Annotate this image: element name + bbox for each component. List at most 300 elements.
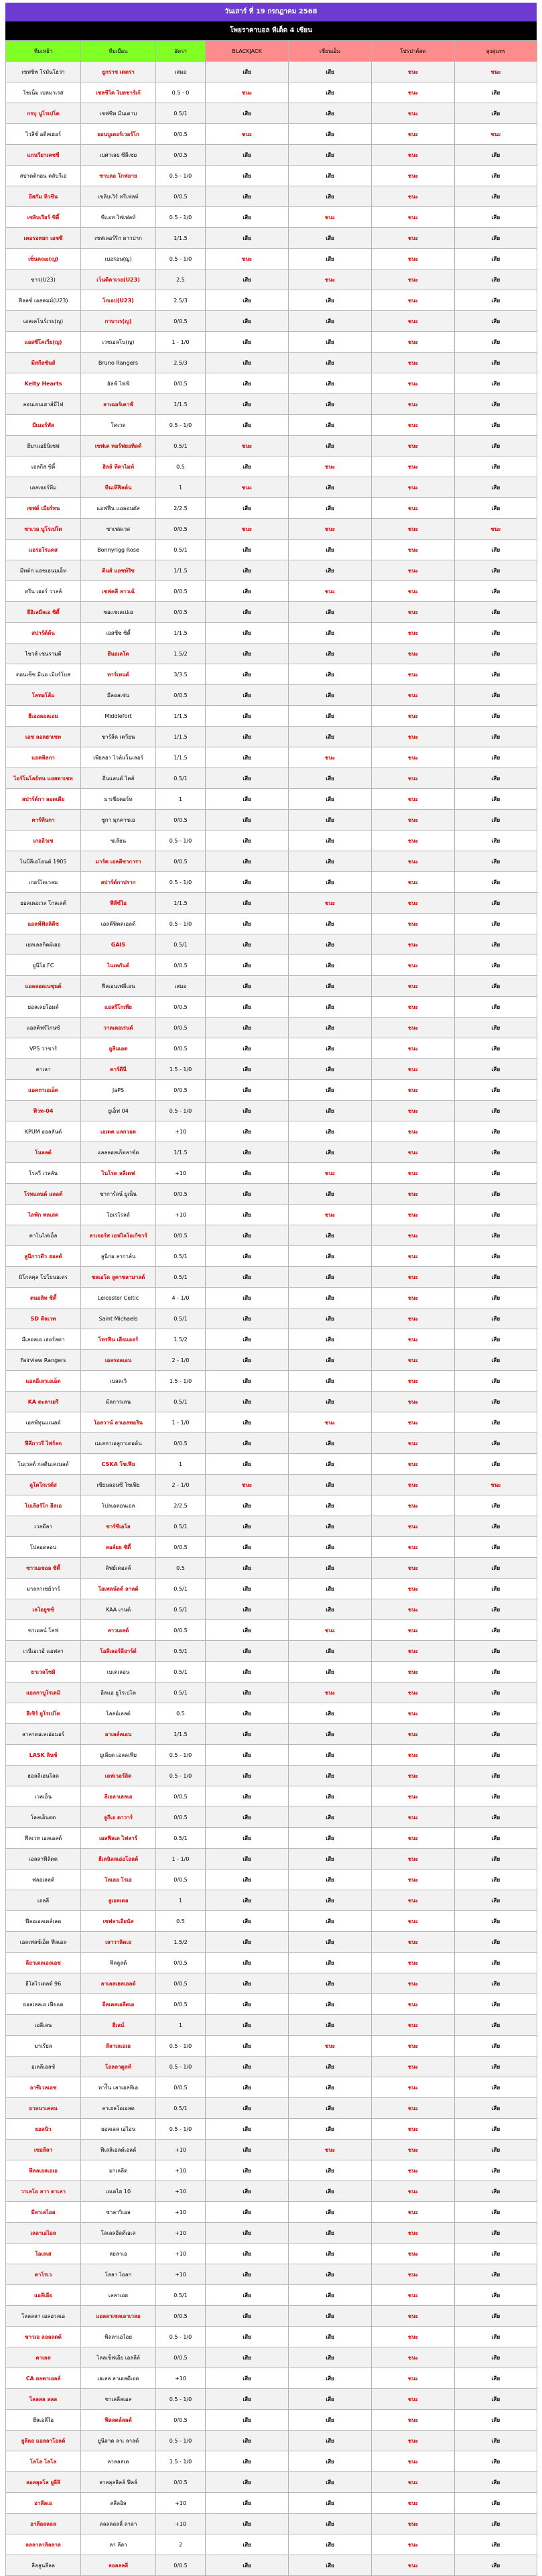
lung-sunthon-result-cell: เสีย [455, 727, 537, 747]
table-row [6, 2368, 537, 2389]
table-row [6, 2347, 537, 2368]
away-team-cell: ฮีนแลนด์ ไคส์ [81, 768, 156, 789]
blackjack-result-cell: เสีย [206, 2119, 289, 2140]
home-team-cell: VPS วาซาร์ [6, 1038, 81, 1059]
sian-em-result-cell: ชนะ [289, 1412, 372, 1433]
blackjack-result-cell: เสีย [206, 1786, 289, 1807]
home-team-cell: เซ็นคณะ(ญ) [6, 249, 81, 269]
pro-pat-result-cell: ชนะ [372, 1766, 455, 1786]
lung-sunthon-result-cell: เสีย [455, 394, 537, 415]
away-team-cell: แลลลอลเก็ตลาซ์ด [81, 1142, 156, 1163]
table-row [6, 2057, 537, 2077]
pro-pat-result-cell: ชนะ [372, 831, 455, 851]
home-team-cell: ฟลอเลลด์ [6, 1869, 81, 1890]
blackjack-result-cell: เสีย [206, 332, 289, 353]
away-team-cell: ยูนีลาด ลาเ ลาลด์ [81, 2431, 156, 2451]
away-team-cell: ลา ลีลา [81, 2534, 156, 2555]
away-team-cell: ฟีลลาเอไอย [81, 2327, 156, 2347]
away-team-cell: เอลรอลเอน [81, 1350, 156, 1371]
home-team-cell: โนบีลีเอโอนด์ 1905 [6, 851, 81, 872]
pro-pat-result-cell: ชนะ [372, 1308, 455, 1329]
away-team-cell: เอสซีซ ซิตี้ [81, 623, 156, 643]
pro-pat-result-cell: ชนะ [372, 1080, 455, 1101]
odds-cell: 0.5 - 1/0 [156, 1101, 206, 1121]
pro-pat-result-cell: ชนะ [372, 1849, 455, 1869]
odds-cell: 0.5 - 1/0 [156, 914, 206, 934]
sian-em-result-cell: เสีย [289, 1392, 372, 1412]
home-team-cell: ฟีลลเอลเอเอ [6, 2160, 81, 2181]
away-team-cell: มาเลลีด [81, 2160, 156, 2181]
table-row [6, 353, 537, 373]
lung-sunthon-result-cell: เสีย [455, 1849, 537, 1869]
odds-cell: 2.5 [156, 269, 206, 290]
blackjack-result-cell: เสีย [206, 1953, 289, 1973]
sian-em-result-cell: เสีย [289, 1018, 372, 1038]
odds-cell: เสมอ [156, 976, 206, 997]
odds-cell: 1.5 - 1/0 [156, 2451, 206, 2472]
pro-pat-result-cell: ชนะ [372, 2472, 455, 2493]
table-row [6, 269, 537, 290]
sian-em-result-cell: เสีย [289, 2327, 372, 2347]
sian-em-result-cell: เสีย [289, 62, 372, 82]
blackjack-result-cell: เสีย [206, 1911, 289, 1932]
pro-pat-result-cell: ชนะ [372, 436, 455, 456]
table-row [6, 2534, 537, 2555]
odds-cell: +10 [156, 2140, 206, 2160]
home-team-cell: เอซ ลอลฮาเซท [6, 727, 81, 747]
sian-em-result-cell: เสีย [289, 727, 372, 747]
table-row [6, 2098, 537, 2119]
sian-em-result-cell: เสีย [289, 768, 372, 789]
odds-cell: 0/0.5 [156, 2410, 206, 2431]
blackjack-result-cell: เสีย [206, 2140, 289, 2160]
blackjack-result-cell: เสีย [206, 1205, 289, 1225]
sian-em-result-cell: เสีย [289, 934, 372, 955]
blackjack-result-cell: เสีย [206, 1537, 289, 1558]
lung-sunthon-result-cell: เสีย [455, 1246, 537, 1267]
lung-sunthon-result-cell: เสีย [455, 540, 537, 560]
pro-pat-result-cell: ชนะ [372, 2493, 455, 2514]
table-row [6, 477, 537, 498]
odds-cell: 0/0.5 [156, 1080, 206, 1101]
table-row [6, 2389, 537, 2410]
away-team-cell: มาร์ค เอลตีซาการา [81, 851, 156, 872]
away-team-cell: Saint Michaels [81, 1308, 156, 1329]
pro-pat-result-cell: ชนะ [372, 581, 455, 602]
odds-cell: 1/1.5 [156, 1724, 206, 1745]
home-team-cell: ฮีมาแอยินิเชฟ [6, 436, 81, 456]
lung-sunthon-result-cell: เสีย [455, 2244, 537, 2264]
odds-cell: 1/1.5 [156, 706, 206, 727]
home-team-cell: ฟีลเวท เอลเอลด์ [6, 1828, 81, 1849]
away-team-cell: ซาร์ลีด เควียน [81, 727, 156, 747]
pro-pat-result-cell: ชนะ [372, 1392, 455, 1412]
away-team-cell: ฮีเลนิลลเอ่อโอลด์ [81, 1849, 156, 1869]
odds-cell: 0.5 [156, 456, 206, 477]
sian-em-result-cell: ชนะ [289, 893, 372, 914]
away-team-cell: ยูเอ็ฟ 04 [81, 1101, 156, 1121]
pro-pat-result-cell: ชนะ [372, 228, 455, 249]
sian-em-result-cell: เสีย [289, 1662, 372, 1682]
sian-em-result-cell: เสีย [289, 1246, 372, 1267]
pro-pat-result-cell: ชนะ [372, 1807, 455, 1828]
blackjack-result-cell: เสีย [206, 1869, 289, 1890]
odds-cell: 1/1.5 [156, 623, 206, 643]
pro-pat-result-cell: ชนะ [372, 415, 455, 436]
odds-cell: 0.5/1 [156, 1599, 206, 1620]
pro-pat-result-cell: ชนะ [372, 394, 455, 415]
away-team-cell: แอฟฟีน แอลอนดัส [81, 498, 156, 519]
sian-em-result-cell: เสีย [289, 1641, 372, 1662]
away-team-cell: โอลลาดูลท์ [81, 2057, 156, 2077]
odds-cell: 1 [156, 789, 206, 810]
home-team-cell: ลีอาเดลเอลเอช [6, 1953, 81, 1973]
lung-sunthon-result-cell: เสีย [455, 145, 537, 166]
home-team-cell: สปาร์ต์ค้น [6, 623, 81, 643]
home-team-cell: เลลาเอไอล [6, 2223, 81, 2244]
blackjack-result-cell: เสีย [206, 1703, 289, 1724]
odds-cell: 2/2.5 [156, 1495, 206, 1516]
sian-em-result-cell: เสีย [289, 1745, 372, 1766]
sian-em-result-cell: เสีย [289, 2223, 372, 2244]
sian-em-result-cell: เสีย [289, 2472, 372, 2493]
home-team-cell: ซาว(U23) [6, 269, 81, 290]
lung-sunthon-result-cell: เสีย [455, 1516, 537, 1537]
table-row [6, 1350, 537, 1371]
blackjack-result-cell: เสีย [206, 1973, 289, 1994]
pro-pat-result-cell: ชนะ [372, 560, 455, 581]
sian-em-result-cell: เสีย [289, 1350, 372, 1371]
lung-sunthon-result-cell: เสีย [455, 456, 537, 477]
pro-pat-result-cell: ชนะ [372, 62, 455, 82]
away-team-cell: ฮีนอเลโต [81, 643, 156, 664]
odds-cell: 0.5 - 1/0 [156, 1766, 206, 1786]
blackjack-result-cell: เสีย [206, 228, 289, 249]
away-team-cell: Leicester Celtic [81, 1288, 156, 1308]
blackjack-result-cell: เสีย [206, 810, 289, 831]
away-team-cell: คาร์ดีนี [81, 1059, 156, 1080]
pro-pat-result-cell: ชนะ [372, 1579, 455, 1599]
away-team-cell: เซลซีโค ไบลชาร์เก้ [81, 82, 156, 103]
home-team-cell: โลทอโล้ม [6, 685, 81, 706]
home-team-cell: โชเน็ม เบลมาเรส [6, 82, 81, 103]
home-team-cell: เวลเอ็น [6, 1786, 81, 1807]
home-team-cell: KPUM ออลลันด์ [6, 1121, 81, 1142]
sian-em-result-cell: เสีย [289, 2202, 372, 2223]
away-team-cell: ลูกีเอ ดาวาร์ [81, 1807, 156, 1828]
sian-em-result-cell: ชนะ [289, 747, 372, 768]
lung-sunthon-result-cell: เสีย [455, 1662, 537, 1682]
blackjack-result-cell: เสีย [206, 727, 289, 747]
table-row [6, 1994, 537, 2015]
lung-sunthon-result-cell: เสีย [455, 2555, 537, 2576]
table-row [6, 1703, 537, 1724]
home-team-cell: ฟิลลซ์ เอสคมม์(U23) [6, 290, 81, 311]
home-team-cell: ยูนีโอ FC [6, 955, 81, 976]
table-row [6, 2223, 537, 2244]
blackjack-result-cell: ชนะ [206, 82, 289, 103]
blackjack-result-cell: เสีย [206, 602, 289, 623]
blackjack-result-cell: เสีย [206, 1142, 289, 1163]
odds-cell: 0/0.5 [156, 997, 206, 1018]
sian-em-result-cell: เสีย [289, 1121, 372, 1142]
table-row [6, 228, 537, 249]
blackjack-result-cell: เสีย [206, 2202, 289, 2223]
table-row [6, 1724, 537, 1745]
pro-pat-result-cell: ชนะ [372, 166, 455, 186]
odds-cell: 0.5/1 [156, 103, 206, 124]
pro-pat-result-cell: ชนะ [372, 997, 455, 1018]
away-team-cell: เซฟเลอร์ริก ดาวปาก [81, 228, 156, 249]
away-team-cell: มาเชียคอร์ท [81, 789, 156, 810]
blackjack-result-cell: เสีย [206, 1454, 289, 1475]
blackjack-result-cell: เสีย [206, 1620, 289, 1641]
away-team-cell: ลาเลลเฮลเอลด์ [81, 1973, 156, 1994]
sian-em-result-cell: เสีย [289, 2534, 372, 2555]
blackjack-result-cell: เสีย [206, 1163, 289, 1184]
home-team-cell: ดอนเซ็ซ มีนอ เมียร์โบส [6, 664, 81, 685]
sian-em-result-cell: เสีย [289, 1433, 372, 1454]
away-team-cell: ลอล์ยย ซิตี้ [81, 1537, 156, 1558]
sian-em-result-cell: เสีย [289, 1828, 372, 1849]
sian-em-result-cell: เสีย [289, 2119, 372, 2140]
table-row [6, 851, 537, 872]
lung-sunthon-result-cell: เสีย [455, 1059, 537, 1080]
odds-cell: 1 [156, 1454, 206, 1475]
column-header-pro-pat: โปรปาต์สด [372, 41, 455, 62]
away-team-cell: KAA เกนต์ [81, 1599, 156, 1620]
sian-em-result-cell: ชนะ [289, 2036, 372, 2057]
sian-em-result-cell: เสีย [289, 1475, 372, 1495]
table-row [6, 2410, 537, 2431]
away-team-cell: อัลฟ์ ไฟฟ์ [81, 373, 156, 394]
table-row [6, 1807, 537, 1828]
lung-sunthon-result-cell: เสีย [455, 2368, 537, 2389]
pro-pat-result-cell: ชนะ [372, 519, 455, 540]
away-team-cell: ฮิลล์ ทีดาไมท์ [81, 456, 156, 477]
blackjack-result-cell: เสีย [206, 1080, 289, 1101]
table-row [6, 1641, 537, 1662]
blackjack-result-cell: เสีย [206, 2493, 289, 2514]
blackjack-result-cell: เสีย [206, 893, 289, 914]
home-team-cell: ซาวเอ ลอลลดด์ [6, 2327, 81, 2347]
lung-sunthon-result-cell: เสีย [455, 332, 537, 353]
home-team-cell: เยลเลลกิตผ์เฮอ [6, 934, 81, 955]
blackjack-result-cell: เสีย [206, 1121, 289, 1142]
home-team-cell: ฮีโลไวเดลด์ 96 [6, 1973, 81, 1994]
home-team-cell: ดาโรเว [6, 2264, 81, 2285]
away-team-cell: สปาร์ต์กาปราก [81, 872, 156, 893]
odds-cell: 1 [156, 2015, 206, 2036]
away-team-cell: เพียลฮา ไวล์แว็นเลอร์ [81, 747, 156, 768]
pro-pat-result-cell: ชนะ [372, 976, 455, 997]
table-row [6, 623, 537, 643]
blackjack-result-cell: ชนะ [206, 519, 289, 540]
blackjack-result-cell: เสีย [206, 1662, 289, 1682]
odds-cell: 0/0.5 [156, 2077, 206, 2098]
lung-sunthon-result-cell: เสีย [455, 373, 537, 394]
home-team-cell: แอลีเอีย [6, 2285, 81, 2306]
pro-pat-result-cell: ชนะ [372, 2555, 455, 2576]
table-row [6, 1766, 537, 1786]
table-row [6, 1849, 537, 1869]
home-team-cell: เซฟชิพ โรมันโฮว่า [6, 62, 81, 82]
home-team-cell: เอลกีส ซิตี้ [6, 456, 81, 477]
home-team-cell: เวลดีลา [6, 1516, 81, 1537]
table-row [6, 145, 537, 166]
pro-pat-result-cell: ชนะ [372, 1537, 455, 1558]
away-team-cell: ลาลลลเด [81, 2451, 156, 2472]
sian-em-result-cell: เสีย [289, 228, 372, 249]
pro-pat-result-cell: ชนะ [372, 82, 455, 103]
page-subtitle: โพยราคาบอล ทีเด็ด 4 เซียน [5, 21, 537, 40]
lung-sunthon-result-cell: เสีย [455, 976, 537, 997]
home-team-cell: แกนวียาเคชซี [6, 145, 81, 166]
blackjack-result-cell: เสีย [206, 1828, 289, 1849]
odds-cell: 0/0.5 [156, 1018, 206, 1038]
table-row [6, 373, 537, 394]
lung-sunthon-result-cell: เสีย [455, 1288, 537, 1308]
blackjack-result-cell: เสีย [206, 1641, 289, 1662]
blackjack-result-cell: เสีย [206, 560, 289, 581]
lung-sunthon-result-cell: เสีย [455, 207, 537, 228]
away-team-cell: ฮีเลน์ [81, 2015, 156, 2036]
away-team-cell: โทรฟิน เฮียเเออร์ [81, 1329, 156, 1350]
home-team-cell: เซฟด์ เมียร์ทน [6, 498, 81, 519]
blackjack-result-cell: เสีย [206, 914, 289, 934]
table-header-row [6, 41, 537, 62]
table-row [6, 2493, 537, 2514]
blackjack-result-cell: เสีย [206, 1994, 289, 2015]
lung-sunthon-result-cell: เสีย [455, 789, 537, 810]
away-team-cell: โกเอป(U23) [81, 290, 156, 311]
sian-em-result-cell: เสีย [289, 2431, 372, 2451]
blackjack-result-cell: เสีย [206, 997, 289, 1018]
table-row [6, 2451, 537, 2472]
table-row [6, 1101, 537, 1121]
odds-cell: 1/1.5 [156, 560, 206, 581]
pro-pat-result-cell: ชนะ [372, 1018, 455, 1038]
pro-pat-result-cell: ชนะ [372, 1495, 455, 1516]
pro-pat-result-cell: ชนะ [372, 540, 455, 560]
sian-em-result-cell: เสีย [289, 2160, 372, 2181]
sian-em-result-cell: ชนะ [289, 519, 372, 540]
table-row [6, 1953, 537, 1973]
home-team-cell: โรลวี เวลลัน [6, 1163, 81, 1184]
away-team-cell: เอเลล ลาเอลดีเอด [81, 2368, 156, 2389]
blackjack-result-cell: เสีย [206, 207, 289, 228]
lung-sunthon-result-cell: เสีย [455, 2451, 537, 2472]
blackjack-result-cell: เสีย [206, 747, 289, 768]
sian-em-result-cell: เสีย [289, 1973, 372, 1994]
pro-pat-result-cell: ชนะ [372, 934, 455, 955]
pro-pat-result-cell: ชนะ [372, 2202, 455, 2223]
home-team-cell: เกออีวเซ [6, 831, 81, 851]
blackjack-result-cell: เสีย [206, 1246, 289, 1267]
table-row [6, 2472, 537, 2493]
odds-cell: 0/0.5 [156, 2555, 206, 2576]
odds-cell: +10 [156, 1205, 206, 1225]
lung-sunthon-result-cell: เสีย [455, 1828, 537, 1849]
pro-pat-result-cell: ชนะ [372, 1682, 455, 1703]
table-row [6, 581, 537, 602]
away-team-cell: โอลีเลอร์ลีอาร์ด์ [81, 1641, 156, 1662]
odds-cell: 1/1.5 [156, 747, 206, 768]
home-team-cell: แอสซีโคเวีย(ญ) [6, 332, 81, 353]
home-team-cell: มีทต์ก แอชเอนมเอ็ท [6, 560, 81, 581]
pro-pat-result-cell: ชนะ [372, 1038, 455, 1059]
sian-em-result-cell: ชนะ [289, 1620, 372, 1641]
lung-sunthon-result-cell: เสีย [455, 1163, 537, 1184]
blackjack-result-cell: เสีย [206, 851, 289, 872]
pro-pat-result-cell: ชนะ [372, 477, 455, 498]
blackjack-result-cell: เสีย [206, 2077, 289, 2098]
home-team-cell: เอลเจอร์ทีม [6, 477, 81, 498]
blackjack-result-cell: ชนะ [206, 124, 289, 145]
pro-pat-result-cell: ชนะ [372, 2410, 455, 2431]
lung-sunthon-result-cell: เสีย [455, 1018, 537, 1038]
odds-cell: 0/0.5 [156, 1953, 206, 1973]
blackjack-result-cell: เสีย [206, 976, 289, 997]
column-header-home: ทีมเหย้า [6, 41, 81, 62]
sian-em-result-cell: เสีย [289, 706, 372, 727]
pro-pat-result-cell: ชนะ [372, 1371, 455, 1392]
pro-pat-result-cell: ชนะ [372, 1953, 455, 1973]
sian-em-result-cell: เสีย [289, 353, 372, 373]
blackjack-result-cell: ชนะ [206, 436, 289, 456]
blackjack-result-cell: เสีย [206, 2451, 289, 2472]
blackjack-result-cell: เสีย [206, 685, 289, 706]
pro-pat-result-cell: ชนะ [372, 623, 455, 643]
away-team-cell: เลลาเอย [81, 2285, 156, 2306]
odds-cell: 4 - 1/0 [156, 1288, 206, 1308]
lung-sunthon-result-cell: เสีย [455, 664, 537, 685]
table-row [6, 1495, 537, 1516]
odds-cell: 0/0.5 [156, 1184, 206, 1205]
sian-em-result-cell: เสีย [289, 1599, 372, 1620]
pro-pat-result-cell: ชนะ [372, 2181, 455, 2202]
table-row [6, 747, 537, 768]
home-team-cell: โนลลด์ [6, 1142, 81, 1163]
pro-pat-result-cell: ชนะ [372, 1433, 455, 1454]
odds-cell: 0/0.5 [156, 311, 206, 332]
pro-pat-result-cell: ชนะ [372, 727, 455, 747]
lung-sunthon-result-cell: เสีย [455, 2119, 537, 2140]
lung-sunthon-result-cell: เสีย [455, 1142, 537, 1163]
odds-cell: +10 [156, 2223, 206, 2244]
lung-sunthon-result-cell: เสีย [455, 560, 537, 581]
table-row [6, 727, 537, 747]
home-team-cell: วาเลโอ ลาา ดาเลา [6, 2181, 81, 2202]
blackjack-result-cell: เสีย [206, 1350, 289, 1371]
table-row [6, 768, 537, 789]
away-team-cell: ซาเลลีลเอล [81, 2389, 156, 2410]
home-team-cell: Kelty Hearts [6, 373, 81, 394]
odds-cell: 0.5 - 1/0 [156, 2389, 206, 2410]
table-row [6, 2555, 537, 2576]
home-team-cell: ลลลาลาลิลลาล [6, 2534, 81, 2555]
lung-sunthon-result-cell: เสีย [455, 2534, 537, 2555]
sian-em-result-cell: เสีย [289, 2244, 372, 2264]
sian-em-result-cell: เสีย [289, 2181, 372, 2202]
table-row [6, 2036, 537, 2057]
lung-sunthon-result-cell: เสีย [455, 2223, 537, 2244]
sian-em-result-cell: เสีย [289, 1267, 372, 1288]
table-row [6, 1620, 537, 1641]
home-team-cell: เอสเคโนร์เวย(ญ) [6, 311, 81, 332]
lung-sunthon-result-cell: เสีย [455, 623, 537, 643]
odds-cell: 1.5 - 1/0 [156, 1371, 206, 1392]
